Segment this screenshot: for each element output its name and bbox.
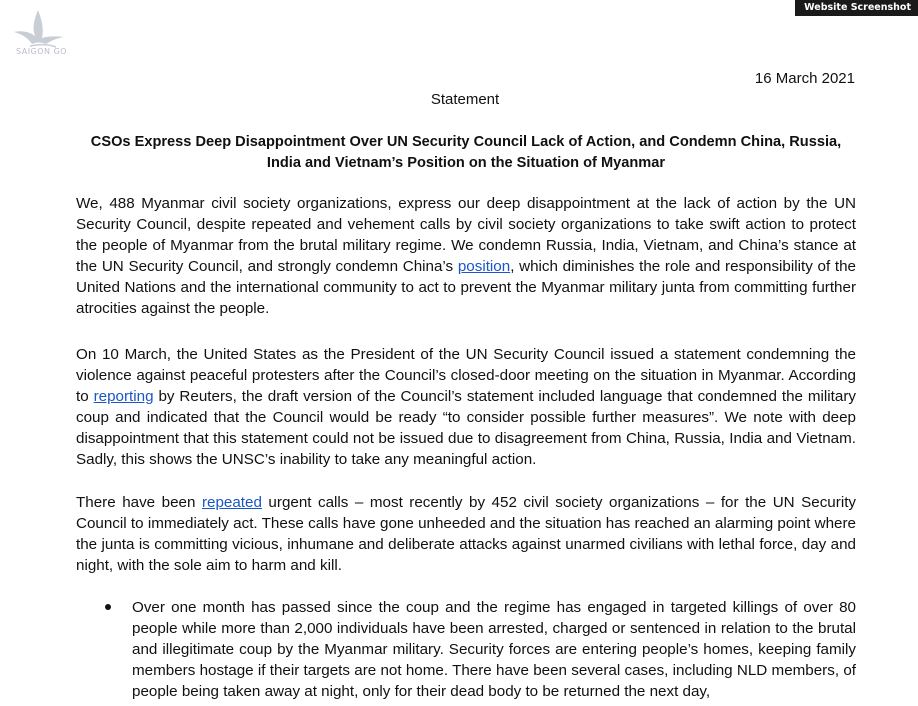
paragraph-2-text-before: On 10 March, the United States as the President of the UN Security Council issued a statement condemning the violence against peaceful protesters after the Council’s closed-door meeting on the situation in Myanmar. According to bbox=[76, 346, 856, 405]
bullet-dot-icon bbox=[105, 604, 111, 610]
document-date: 16 March 2021 bbox=[754, 70, 855, 87]
paragraph-1 bbox=[76, 193, 856, 319]
paragraph-3-text-before: There have been bbox=[76, 494, 202, 511]
document-type: Statement bbox=[430, 91, 500, 108]
paragraph-2 bbox=[76, 344, 856, 470]
logo-text: SAIGON GO bbox=[16, 47, 68, 56]
paragraph-3-text-after: urgent calls – most recently by 452 civil society organizations – for the UN Security Council to immediately act. These calls have gone unheeded and the situation has reached an alarming point where the junta is committing vicious, inhumane and deliberate attacks against unarmed civilians with lethal force, day and night, with the sole aim to harm and kill. bbox=[76, 494, 857, 574]
paragraph-1-text-before: We, 488 Myanmar civil society organizations, express our deep disappointment at the lack of action by the UN Security Council, despite repeated and vehement calls by civil society organizations to take swift action to protect the people of Myanmar from the brutal military regime. We condemn Russia, India, Vietnam, and China’s stance at the UN Security Council, and strongly condemn China’s bbox=[76, 195, 856, 275]
position-link[interactable]: position bbox=[457, 258, 511, 275]
repeated-link[interactable]: repeated bbox=[201, 494, 262, 511]
reporting-link[interactable]: reporting bbox=[93, 388, 154, 405]
paragraph-1-text-after: , which diminishes the role and responsibility of the United Nations and the international community to act to prevent the Myanmar military junta from committing further atrocities against the people. bbox=[76, 258, 856, 317]
website-screenshot-badge: Website Screenshot bbox=[795, 0, 918, 16]
document-title: CSOs Express Deep Disappointment Over UN Security Council Lack of Action, and Condemn China, Russia, India and Vietnam’s Position on the Situation of Myanmar bbox=[90, 134, 842, 171]
paragraph-2-text-after: by Reuters, the draft version of the Council’s statement included language that condemned the military coup and indicated that the Council would be ready “to consider possible further measures”. We note with deep disappointment that this statement could not be issued due to disagreement from China, Russia, India and Vietnam. Sadly, this shows the UNSC’s inability to take any meaningful action. bbox=[76, 388, 856, 468]
paragraph-3 bbox=[76, 492, 856, 576]
bullet-item-1: Over one month has passed since the coup and the regime has engaged in targeted killings of over 80 people while more than 2,000 individuals have been arrested, charged or sentenced in relation to the brutal and illegitimate coup by the Myanmar military. Security forces are entering people’s homes, keeping family members hostage if their targets are not home. There have been several cases, including NLD members, of people being taken away at night, only for their dead body to be returned the next day, bbox=[132, 599, 856, 700]
